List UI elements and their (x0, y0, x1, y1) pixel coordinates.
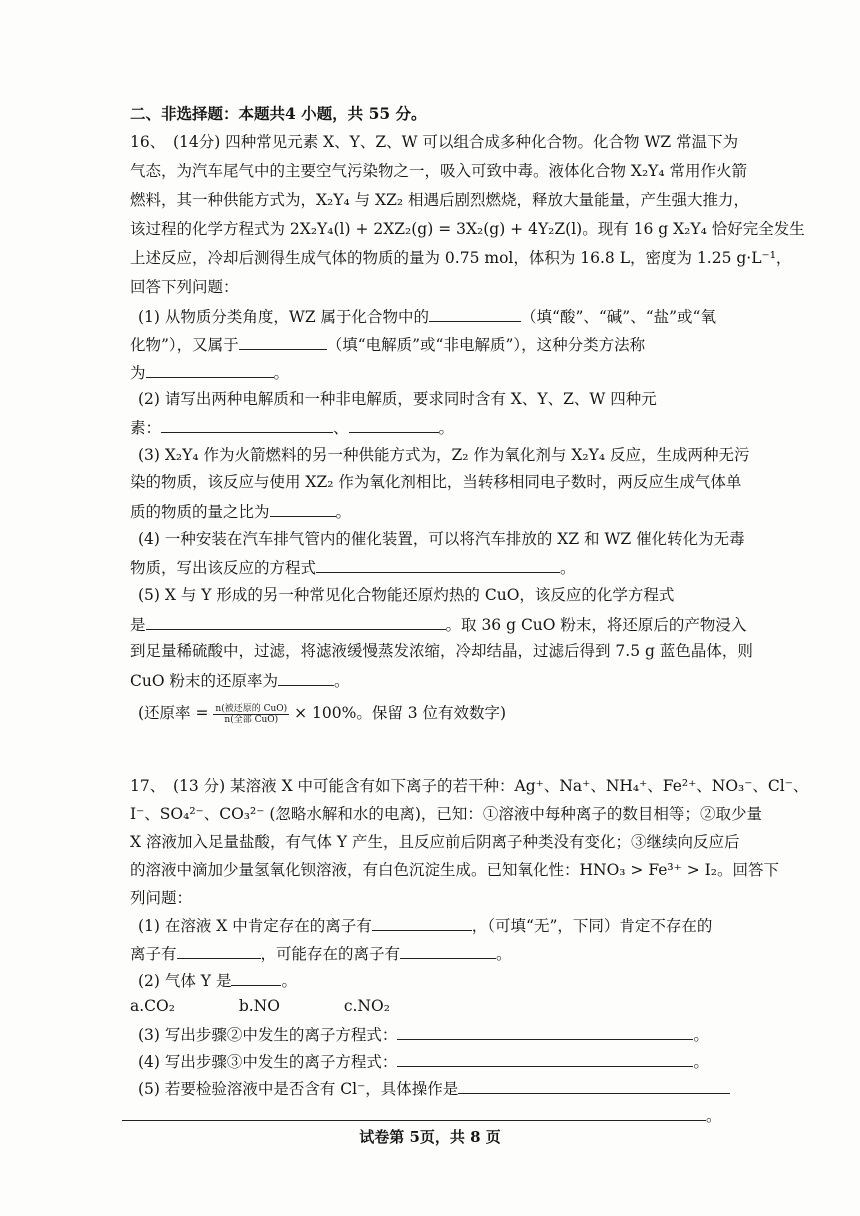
q16-part5-text-c: 。取 36 g CuO 粉末，将还原后的产物浸入 (445, 616, 747, 634)
q17-part1-text-b: ，（可填“无”，下同）肯定不存在的 (471, 917, 713, 935)
note-prefix: (还原率 = (138, 704, 209, 722)
q17-line-4: 的溶液中滴加少量氢氧化钡溶液，有白色沉淀生成。已知氧化性：HNO₃ > Fe³⁺ > I₂。回答下 (130, 861, 779, 879)
q16-part3-line2: 染的物质，该反应与使用 XZ₂ 作为氧化剂相比，当转移相同电子数时，两反应生成气体单 (130, 473, 742, 491)
q16-part3-text-c: 质的物质的量之比为 (130, 503, 270, 521)
q16-part5-blank-1[interactable] (146, 613, 446, 630)
q16-part2-blank-1[interactable] (161, 416, 333, 433)
q16-part4-line2 (130, 556, 576, 578)
q17-part1-line1 (138, 914, 712, 936)
q17-part1-text-d: ，可能存在的离子有 (260, 945, 401, 963)
section-title: 二、非选择题：本题共4 小题，共 55 分。 (130, 104, 427, 123)
q16-part2-text-b: 素： (130, 419, 162, 437)
q16-line-6: 回答下列问题： (130, 278, 239, 296)
q17-line-3: X 溶液加入足量盐酸，有气体 Y 产生，且反应前后阴离子种类没有变化；③继续向反应后 (130, 833, 740, 851)
q16-line-4: 该过程的化学方程式为 2X₂Y₄(l) + 2XZ₂(g) = 3X₂(g) + 4Y₂Z(l)。现有 16 g X₂Y₄ 恰好完全发生 (130, 220, 805, 238)
q17-part1-blank-2[interactable] (177, 942, 261, 959)
q17-part3-blank[interactable] (397, 1023, 693, 1040)
q16-part3-blank[interactable] (270, 500, 336, 517)
q16-part1-line2 (130, 333, 645, 355)
q16-part1-blank-2[interactable] (239, 333, 327, 350)
q17-part2-end: 。 (281, 972, 297, 990)
q16-part5-end: 。 (333, 672, 350, 690)
q16-part3-line1: (3) X₂Y₄ 作为火箭燃料的另一种供能方式为，Z₂ 作为氧化剂与 X₂Y₄ 反应，生成两种无污 (138, 446, 750, 464)
reduction-rate-fraction (213, 704, 289, 725)
q16-part1-text-e: 为 (130, 364, 146, 382)
q16-line-3: 燃料，其一种供能方式为，X₂Y₄ 与 XZ₂ 相遇后剧烈燃烧，释放大量能量，产生强大推力， (130, 191, 749, 209)
q16-reduction-rate-note (138, 700, 506, 726)
q16-part2-sep: 、 (333, 419, 349, 437)
q16-part5-text-b: 是 (130, 616, 146, 634)
q17-part1-blank-3[interactable] (400, 942, 496, 959)
q16-part4-blank[interactable] (316, 556, 560, 573)
q17-part4-text: (4) 写出步骤③中发生的离子方程式： (138, 1053, 398, 1071)
q17-part5-blank-1[interactable] (458, 1077, 730, 1094)
q17-line-5: 列问题： (130, 889, 193, 907)
option-c[interactable]: c.NO₂ (343, 997, 390, 1015)
q16-line-1: 16、 (14分) 四种常见元素 X、Y、Z、W 可以组合成多种化合物。化合物 WZ 常温下为 (130, 133, 739, 151)
q17-part5-line2 (122, 1104, 722, 1126)
q16-part1-text-c: 化物”），又属于 (130, 336, 239, 354)
q17-part4-end: 。 (693, 1053, 709, 1071)
option-b[interactable]: b.NO (238, 997, 280, 1015)
q16-part5-line3: 到足量稀硫酸中，过滤，将滤液缓慢蒸发浓缩，冷却结晶，过滤后得到 7.5 g 蓝色晶体，则 (130, 642, 753, 660)
q16-part2-line1: (2) 请写出两种电解质和一种非电解质，要求同时含有 X、Y、Z、W 四种元 (138, 390, 657, 408)
q16-part1-text-a: (1) 从物质分类角度，WZ 属于化合物中的 (138, 308, 430, 326)
q16-part1-text-f: 。 (273, 364, 290, 382)
q17-part3-text: (3) 写出步骤②中发生的离子方程式： (138, 1026, 398, 1044)
q17-part1-line2 (130, 942, 512, 964)
q16-part5-line2 (130, 613, 746, 635)
q16-line-2: 气态，为汽车尾气中的主要空气污染物之一，吸入可致中毒。液体化合物 X₂Y₄ 常用作火箭 (130, 162, 748, 180)
note-suffix: × 100%。保留 3 位有效数字) (294, 704, 507, 722)
page-footer: 试卷第 5页，共 8 页 (359, 1128, 501, 1146)
q17-part3-line (138, 1023, 709, 1045)
q16-part1-blank-3[interactable] (146, 361, 274, 378)
q16-part1-line1 (138, 305, 716, 327)
q17-part3-end: 。 (693, 1026, 709, 1044)
q16-part5-line4 (130, 669, 350, 691)
q17-options (130, 996, 390, 1016)
q16-part1-line3 (130, 361, 289, 383)
q17-line-1: 17、 (13 分) 某溶液 X 中可能含有如下离子的若干种：Ag⁺、Na⁺、NH₄⁺、Fe²⁺、NO₃⁻、Cl⁻、 (130, 777, 809, 795)
q16-line-5: 上述反应，冷却后测得生成气体的物质的量为 0.75 mol，体积为 16.8 L，密度为 1.25 g·L⁻¹， (130, 249, 792, 267)
q16-part5-blank-2[interactable] (278, 669, 334, 686)
fraction-numerator: n(被还原的 CuO) (215, 703, 288, 714)
q17-part4-line (138, 1050, 709, 1072)
q16-part1-text-b: （填“酸”、“碱”、“盐”或“氧 (521, 308, 716, 326)
q17-line-2: I⁻、SO₄²⁻、CO₃²⁻ (忽略水解和水的电离)，已知：①溶液中每种离子的数目相等；②取少量 (130, 805, 762, 823)
q17-part2-blank[interactable] (231, 969, 281, 986)
q17-part4-blank[interactable] (397, 1050, 693, 1067)
q16-part3-end: 。 (335, 503, 352, 521)
q16-part1-text-d: （填“电解质”或“非电解质”），这种分类方法称 (326, 336, 646, 354)
option-a[interactable]: a.CO₂ (130, 997, 175, 1015)
q16-part5-text-e: CuO 粉末的还原率为 (130, 672, 278, 690)
fraction-denominator: n(全部 CuO) (224, 714, 279, 725)
q16-part4-line1: (4) 一种安装在汽车排气管内的催化装置，可以将汽车排放的 XZ 和 WZ 催化转化为无毒 (138, 530, 745, 548)
q16-part3-line3 (130, 500, 351, 522)
q16-part2-line2 (130, 416, 454, 438)
q17-part1-end: 。 (496, 945, 512, 963)
q17-part1-blank-1[interactable] (372, 914, 472, 931)
q17-part1-text-a: (1) 在溶液 X 中肯定存在的离子有 (138, 917, 372, 935)
q17-part5-text: (5) 若要检验溶液中是否含有 Cl⁻，具体操作是 (138, 1080, 459, 1098)
q16-part4-end: 。 (560, 559, 576, 577)
q17-part5-line (138, 1077, 730, 1099)
q16-part2-blank-2[interactable] (349, 416, 439, 433)
q17-part5-blank-2[interactable] (122, 1104, 706, 1121)
q17-part2-line (138, 969, 297, 991)
q16-part5-line1: (5) X 与 Y 形成的另一种常见化合物能还原灼热的 CuO，该反应的化学方程式 (138, 586, 675, 604)
q16-part4-text-b: 物质，写出该反应的方程式 (130, 559, 317, 577)
q16-part2-end: 。 (438, 419, 455, 437)
q17-part5-end: 。 (706, 1107, 722, 1125)
q16-part1-blank-1[interactable] (429, 305, 521, 322)
q17-part2-text: (2) 气体 Y 是 (138, 972, 232, 990)
q17-part1-text-c: 离子有 (130, 945, 177, 963)
